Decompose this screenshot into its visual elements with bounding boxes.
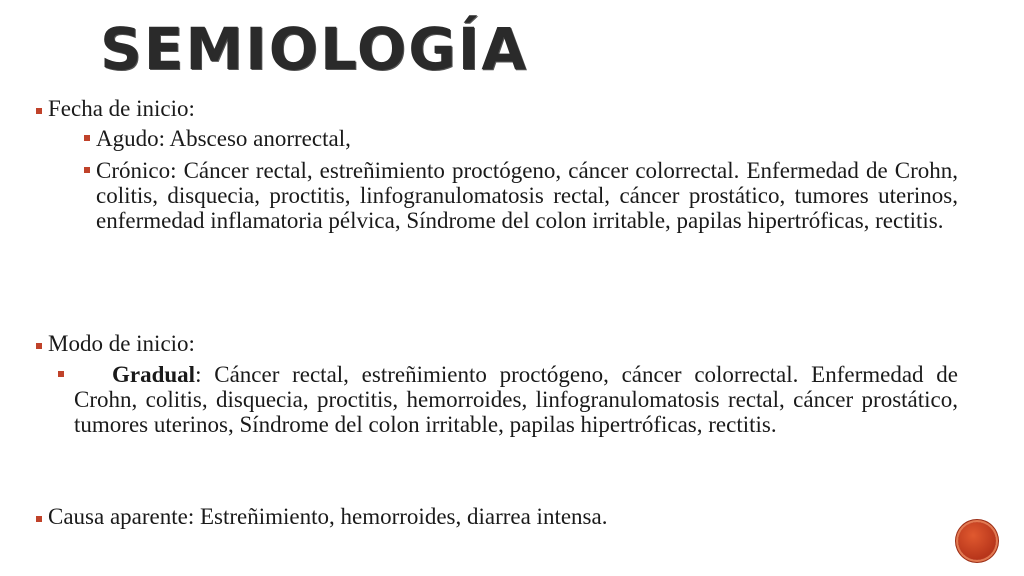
square-bullet-icon bbox=[36, 516, 42, 522]
bullet-label: Causa aparente: Estreñimiento, hemorroides, diarrea intensa. bbox=[48, 504, 608, 529]
bullet-label: Modo de inicio: bbox=[48, 331, 195, 356]
square-bullet-icon bbox=[84, 167, 90, 173]
slide-number-badge-icon bbox=[958, 522, 996, 560]
bullet-causa-aparente bbox=[36, 504, 607, 530]
subitem-gradual bbox=[56, 362, 958, 437]
subitem-text bbox=[74, 362, 958, 437]
square-bullet-icon bbox=[36, 108, 42, 114]
subitem-agudo bbox=[80, 126, 958, 151]
subitem-text: Crónico: Cáncer rectal, estreñimiento proctógeno, cáncer colorrectal. Enfermedad de Crohn, colitis, disquecia, proctitis, linfogranulomatosis rectal, cáncer prostático, tumores uterinos, enfermedad inflamatoria pélvica, Síndrome del colon irritable, papilas hipertróficas, rectitis. bbox=[96, 158, 958, 233]
bullet-label: Fecha de inicio: bbox=[48, 96, 195, 121]
subitem-text: Agudo: Absceso anorrectal, bbox=[96, 126, 351, 151]
square-bullet-icon bbox=[36, 343, 42, 349]
square-bullet-icon bbox=[84, 135, 90, 141]
slide-title: SEMIOLOGÍA bbox=[100, 15, 529, 83]
square-bullet-icon bbox=[58, 371, 64, 377]
subitem-bold-label: Gradual bbox=[112, 362, 196, 387]
bullet-fecha-de-inicio bbox=[36, 96, 195, 122]
subitem-rest: : Cáncer rectal, estreñimiento proctógeno, cáncer colorrectal. Enfermedad de Crohn, colitis, disquecia, proctitis, hemorroides, linfogranulomatosis rectal, cáncer prostático, tumores uterinos, Síndrome del colon irritable, papilas hipertróficas, rectitis. bbox=[74, 362, 958, 437]
bullet-modo-de-inicio bbox=[36, 331, 195, 357]
subitem-cronico bbox=[80, 158, 958, 233]
